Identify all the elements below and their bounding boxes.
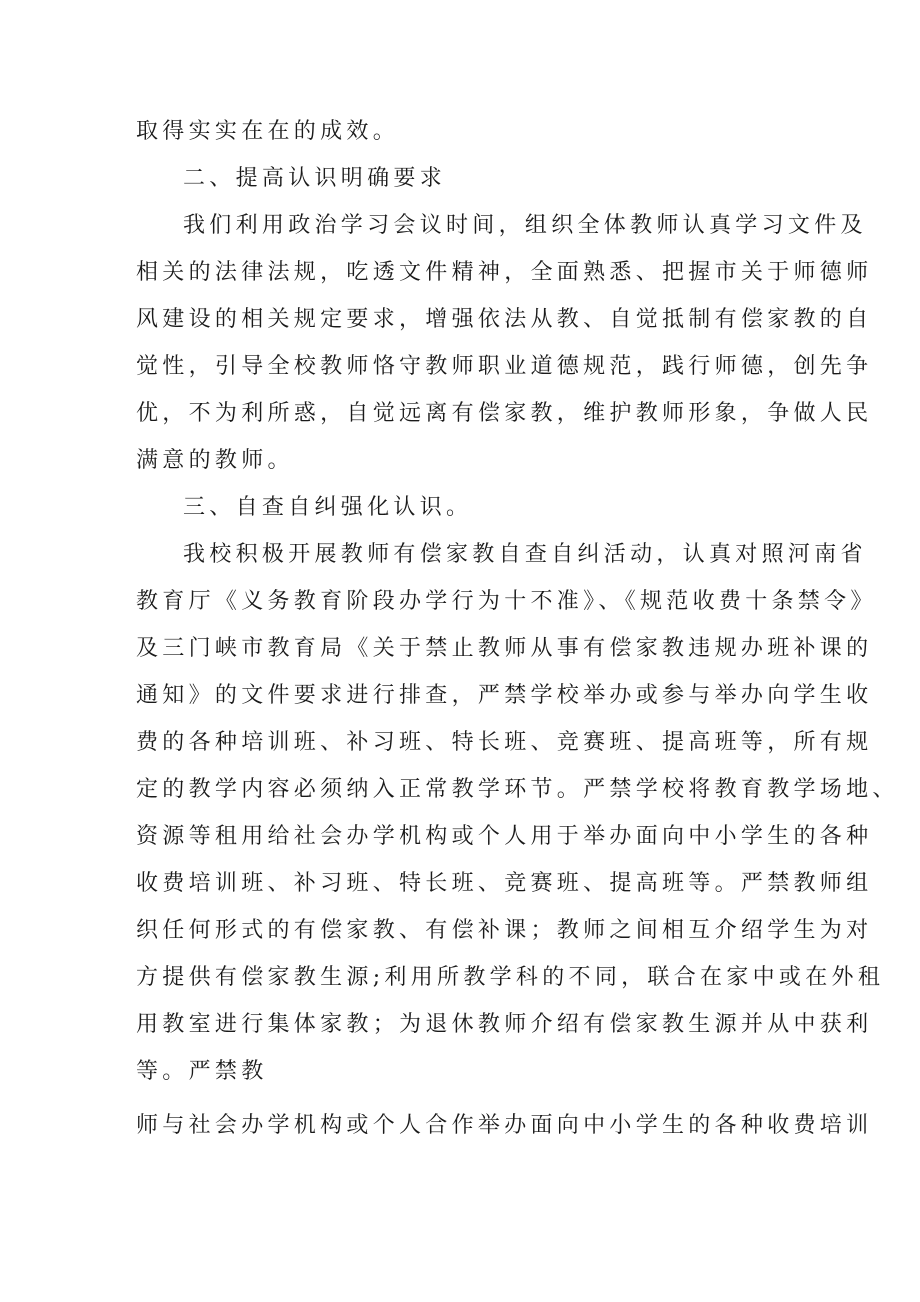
section-three-paragraph bbox=[136, 531, 899, 1095]
section-three-heading: 三、自查自纠强化认识。 bbox=[183, 495, 473, 520]
paragraph-line: 方提供有偿家教生源;利用所教学科的不同，联合在家中或在外租 bbox=[136, 965, 885, 990]
paragraph-line: 满意的教师。 bbox=[136, 448, 294, 473]
paragraph-line: 我校积极开展教师有偿家教自查自纠活动，认真对照河南省 bbox=[183, 542, 867, 567]
paragraph-line: 优，不为利所惑，自觉远离有偿家教，维护教师形象，争做人民 bbox=[136, 401, 873, 426]
section-two-paragraph bbox=[136, 202, 873, 484]
paragraph-line: 资源等租用给社会办学机构或个人用于举办面向中小学生的各种 bbox=[136, 824, 873, 849]
paragraph-line: 通知》的文件要求进行排查，严禁学校举办或参与举办向学生收 bbox=[136, 683, 873, 708]
paragraph-line: 费的各种培训班、补习班、特长班、竞赛班、提高班等，所有规 bbox=[136, 730, 873, 755]
paragraph-line: 用教室进行集体家教；为退休教师介绍有偿家教生源并从中获利 bbox=[136, 1012, 873, 1037]
paragraph-line: 我们利用政治学习会议时间，组织全体教师认真学习文件及 bbox=[183, 213, 867, 238]
paragraph-line: 风建设的相关规定要求，增强依法从教、自觉抵制有偿家教的自 bbox=[136, 307, 873, 332]
paragraph-line: 教育厅《义务教育阶段办学行为十不准》、《规范收费十条禁令》 bbox=[136, 589, 877, 614]
paragraph-line: 觉性，引导全校教师恪守教师职业道德规范，践行师德，创先争 bbox=[136, 354, 873, 379]
paragraph-line: 相关的法律法规，吃透文件精神，全面熟悉、把握市关于师德师 bbox=[136, 260, 873, 285]
paragraph-line: 织任何形式的有偿家教、有偿补课；教师之间相互介绍学生为对 bbox=[136, 918, 873, 943]
paragraph-line: 及三门峡市教育局《关于禁止教师从事有偿家教违规办班补课的 bbox=[136, 636, 873, 661]
paragraph-line: 定的教学内容必须纳入正常教学环节。严禁学校将教育教学场地、 bbox=[136, 777, 899, 802]
continuation-line: 取得实实在在的成效。 bbox=[136, 119, 400, 144]
paragraph-line: 收费培训班、补习班、特长班、竞赛班、提高班等。严禁教师组 bbox=[136, 871, 873, 896]
trailing-line: 师与社会办学机构或个人合作举办面向中小学生的各种收费培训 bbox=[136, 1113, 873, 1138]
document-body bbox=[136, 108, 899, 1149]
paragraph-line: 等。严禁教 bbox=[136, 1059, 268, 1084]
section-two-heading: 二、提高认识明确要求 bbox=[183, 166, 447, 191]
